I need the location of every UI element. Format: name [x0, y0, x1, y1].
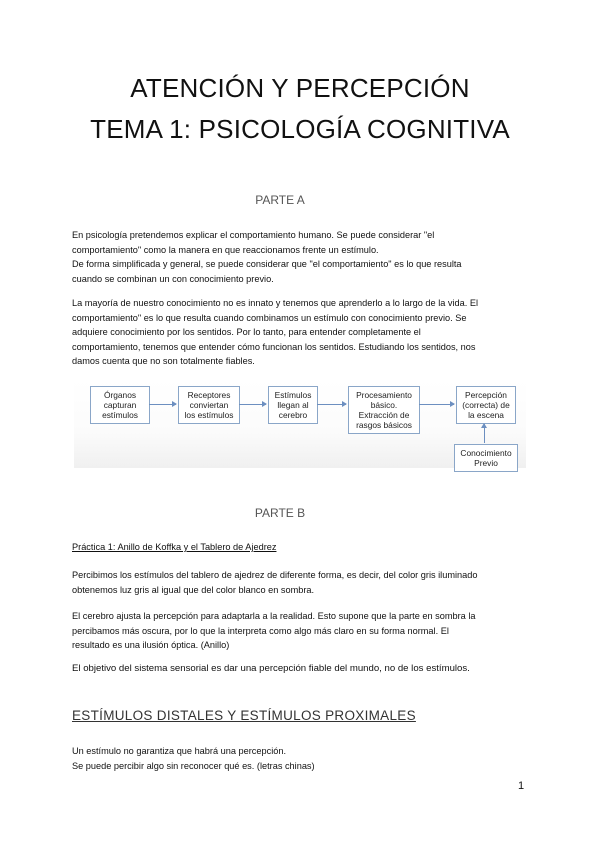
part-b-paragraph-2 — [72, 609, 532, 653]
text-line: resultado es una ilusión óptica. (Anillo) — [72, 640, 230, 651]
text-line: Un estímulo no garantiza que habrá una percepción. — [72, 746, 287, 756]
document-title-line1: ATENCIÓN Y PERCEPCIÓN — [130, 73, 470, 103]
text-line: La mayoría de nuestro conocimiento no es innato y tenemos que aprenderlo a lo largo de la vida. El — [72, 298, 479, 308]
part-b-heading: PARTE B — [254, 506, 306, 520]
part-a-paragraph-1 — [72, 228, 532, 286]
arrow-right-icon — [239, 404, 266, 405]
diagram-box-stimuli-brain: Estímulos llegan al cerebro — [268, 386, 318, 424]
diagram-box-processing: Procesamiento básico. Extracción de rasgos básicos — [348, 386, 420, 434]
text-line: comportamiento" como la manera en que reaccionamos frente un estímulo. — [72, 244, 379, 255]
final-paragraph — [72, 744, 532, 773]
text-line: Se puede percibir algo sin reconocer qué es. (letras chinas) — [72, 760, 315, 771]
page-number: 1 — [518, 780, 525, 792]
text-line: Percibimos los estímulos del tablero de ajedrez de diferente forma, es decir, del color gris iluminado — [72, 570, 478, 580]
diagram-box-perception: Percepción (correcta) de la escena — [456, 386, 516, 424]
text-line: comportamiento, tenemos que entender cómo funcionan los sentidos. Estudiando los sentidos, nos — [72, 341, 476, 352]
text-line: damos cuenta que no son totalmente fiables. — [72, 356, 255, 367]
text-line: percibamos más oscura, por lo que la interpreta como algo más claro en su forma normal. El — [72, 625, 449, 636]
arrow-right-icon — [419, 404, 454, 405]
text-line: obtenemos luz gris al igual que del color blanco en sombra. — [72, 584, 315, 595]
text-line: comportamiento" es lo que resulta cuando combinamos un estímulo con conocimiento previo. Se — [72, 312, 467, 323]
practice-title: Práctica 1: Anillo de Koffka y el Tablero de Ajedrez — [72, 542, 277, 552]
text-line: adquiere conocimiento por los sentidos. Por lo tanto, para entender completamente el — [72, 327, 421, 338]
text-line: cuando se combinan un con conocimiento previo. — [72, 273, 274, 284]
part-a-paragraph-2 — [72, 296, 532, 369]
arrow-right-icon — [149, 404, 176, 405]
arrow-up-icon — [484, 424, 485, 443]
document-title-line2: TEMA 1: PSICOLOGÍA COGNITIVA — [90, 114, 510, 144]
perception-flow-diagram — [72, 378, 530, 474]
text-line: En psicología pretendemos explicar el comportamiento humano. Se puede considerar "el — [72, 230, 435, 240]
part-a-heading: PARTE A — [255, 193, 305, 207]
part-b-paragraph-3: El objetivo del sistema sensorial es dar una percepción fiable del mundo, no de los estímulos. — [72, 663, 470, 674]
text-line: De forma simplificada y general, se puede considerar que "el comportamiento" es lo que resulta — [72, 259, 462, 270]
section-heading-distal-proximal: ESTÍMULOS DISTALES Y ESTÍMULOS PROXIMALES — [72, 708, 416, 723]
text-line: El cerebro ajusta la percepción para adaptarla a la realidad. Esto supone que la parte en sombra la — [72, 611, 476, 621]
diagram-box-prior-knowledge: Conocimiento Previo — [454, 444, 518, 472]
diagram-box-receptors: Receptores conviertan los estímulos — [178, 386, 240, 424]
part-b-paragraph-1 — [72, 568, 532, 597]
diagram-box-organs: Órganos capturan estímulos — [90, 386, 150, 424]
arrow-right-icon — [317, 404, 346, 405]
